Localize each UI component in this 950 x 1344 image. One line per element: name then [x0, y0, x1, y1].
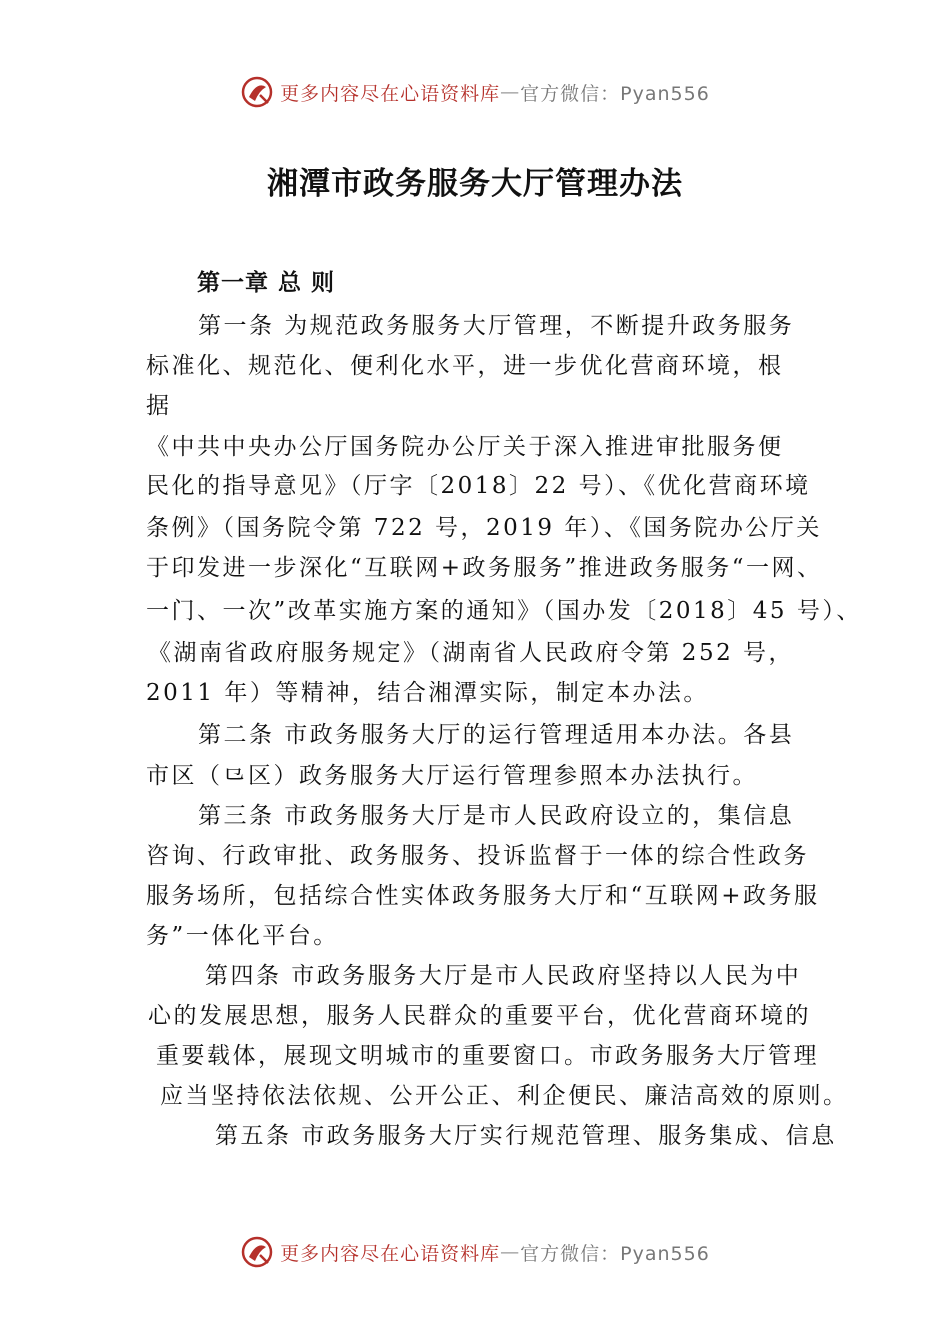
- document-title: 湘潭市政务服务大厅管理办法: [267, 166, 683, 202]
- watermark-separator: —: [500, 1241, 521, 1263]
- watermark-header: [0, 72, 950, 112]
- article-1-line-4: 《中共中央办公厅国务院办公厅关于深入推进审批服务便: [146, 434, 784, 460]
- watermark-logo-icon: [240, 1235, 274, 1269]
- article-3-line-4: 务”一体化平台。: [146, 923, 339, 949]
- article-1-line-8: 一门、一次”改革实施方案的通知》（国办发〔2018〕45 号）、: [146, 598, 862, 624]
- article-1-line-6: 条例》（国务院令第 722 号，2019 年）、《国务院办公厅关: [146, 515, 822, 541]
- watermark-logo-icon: [240, 75, 274, 109]
- watermark-separator: —: [500, 81, 521, 103]
- article-4-line-1: 第四条 市政务服务大厅是市人民政府坚持以人民为中: [205, 963, 802, 989]
- article-5-line-1: 第五条 市政务服务大厅实行规范管理、服务集成、信息: [215, 1123, 837, 1149]
- article-2-line-2: 市区（⺋区）政务服务大厅运行管理参照本办法执行。: [146, 763, 758, 789]
- watermark-contact: 官方微信：Pyan556: [520, 1242, 710, 1265]
- article-3-line-1: 第三条 市政务服务大厅是市人民政府设立的，集信息: [198, 803, 795, 829]
- article-3-line-3: 服务场所，包括综合性实体政务服务大厅和“互联网+政务服: [146, 883, 820, 909]
- article-3-line-2: 咨询、行政审批、政务服务、投诉监督于一体的综合性政务: [146, 843, 809, 869]
- watermark-footer: [0, 1232, 950, 1272]
- article-1-line-5: 民化的指导意见》（厅字〔2018〕22 号）、《优化营商环境: [146, 473, 811, 499]
- watermark-contact: 官方微信：Pyan556: [520, 82, 710, 105]
- article-1-line-10: 2011 年）等精神，结合湘潭实际，制定本办法。: [146, 680, 709, 706]
- article-4-line-4: 应当坚持依法依规、公开公正、利企便民、廉洁高效的原则。: [160, 1083, 849, 1109]
- article-1-line-3: 据: [146, 393, 172, 419]
- article-1-line-7: 于印发进一步深化“互联网+政务服务”推进政务服务“一网、: [146, 555, 823, 581]
- watermark-text: 更多内容尽在心语资料库: [280, 82, 501, 105]
- article-4-line-2: 心的发展思想，服务人民群众的重要平台，优化营商环境的: [148, 1003, 811, 1029]
- article-1-line-2: 标准化、规范化、便利化水平，进一步优化营商环境，根: [146, 353, 784, 379]
- chapter-heading: 第一章 总 则: [197, 270, 336, 296]
- watermark-text: 更多内容尽在心语资料库: [280, 1242, 501, 1265]
- article-1-line-9: 《湖南省政府服务规定》（湖南省人民政府令第 252 号，: [148, 640, 795, 666]
- article-2-line-1: 第二条 市政务服务大厅的运行管理适用本办法。各县: [198, 722, 795, 748]
- article-1-line-1: 第一条 为规范政务服务大厅管理，不断提升政务服务: [198, 313, 795, 339]
- article-4-line-3: 重要载体，展现文明城市的重要窗口。市政务服务大厅管理: [156, 1043, 819, 1069]
